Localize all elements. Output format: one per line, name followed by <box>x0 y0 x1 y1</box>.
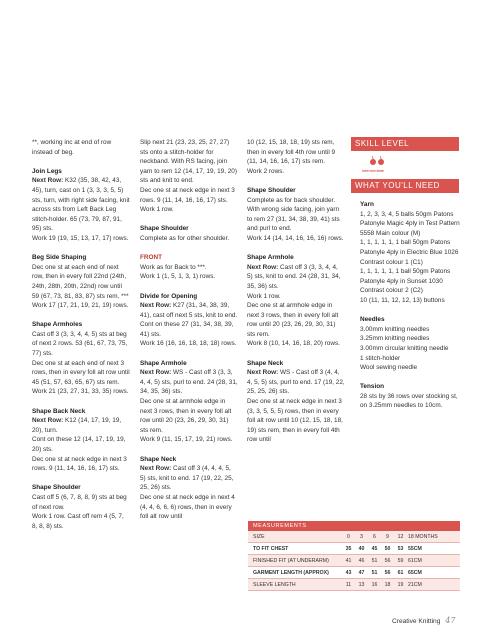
table-cell: 50 <box>381 543 394 555</box>
body-text: Dec one st at neck edge in next 3 (3, 3, 5, 5, 5) rows, then in every foll alt row until 10 (12, 15, 18, 18, 19) sts rem, then in every foll 4th row until <box>247 398 343 444</box>
body-text: Cont on these 12 (14, 17, 19, 19, 20) sts. <box>32 436 126 453</box>
body-text: 28 sts by 36 rows over stocking st, on 3.25mm needles to 10cm. <box>360 392 458 410</box>
section-shape-shoulder <box>32 483 130 531</box>
section-heading: Shape Armhole <box>247 254 294 262</box>
body-text: Work 1 row. Cast off rem 4 (5, 7, 8, 8, 8) sts. <box>32 513 124 530</box>
needles-section <box>360 315 460 373</box>
body-text: Work 2 rows. <box>247 167 285 175</box>
body-text: 10 (11, 11, 12, 12, 13) buttons <box>360 296 445 304</box>
body-text: K32 (35, 38, 42, 43, 45), turn, cast on 1 (3, 3, 3, 5, 5) sts, turn, with right side facing, knit across sts from Left Back Leg stitch-holder. 65 (73, 79, 87, 91, 95) sts. <box>32 177 130 233</box>
section-heading: Shape Shoulder <box>32 484 81 492</box>
tension-section <box>360 382 460 411</box>
measurements-title: MEASUREMENTS <box>248 521 460 531</box>
row-label: Next Row: <box>32 177 64 185</box>
section-heading: Shape Back Neck <box>32 407 86 415</box>
section-heading: Tension <box>360 383 385 391</box>
body-text: Work 1 row. <box>140 206 174 214</box>
body-text: 3.00mm circular knitting needle <box>360 344 449 352</box>
body-text: Cont on these 27 (31, 34, 38, 39, 41) sts. <box>140 321 234 338</box>
section-heading: Join Legs <box>32 167 62 175</box>
section-heading: Yarn <box>360 201 374 208</box>
table-cell: 21CM <box>407 579 460 591</box>
table-cell: 0 <box>342 531 355 543</box>
section-beg-side-shaping <box>32 253 130 311</box>
table-cell: 51 <box>368 555 381 567</box>
row-label: Next Row: <box>140 369 172 377</box>
body-text: 3.00mm knitting needles <box>360 325 430 333</box>
body-text: 1, 1, 1, 1, 1, 1 ball 50gm Patons Patonyle 4ply in Electric Blue 1026 Contrast colour 1 (C1) <box>360 239 459 266</box>
what-you-need-banner: WHAT YOU'LL NEED <box>351 179 459 193</box>
table-cell: 47 <box>355 567 368 579</box>
table-cell: 55CM <box>407 543 460 555</box>
table-cell: TO FIT CHEST <box>248 543 342 555</box>
publication-name: Creative Knitting <box>392 618 441 625</box>
section-shape-armhole <box>140 359 238 445</box>
row-label: Next Row: <box>140 465 172 473</box>
section-heading: Divide for Opening <box>140 292 198 300</box>
pattern-column-1 <box>32 138 130 541</box>
section-heading: Shape Armholes <box>32 321 83 329</box>
body-text: 1 stitch-holder <box>360 354 401 362</box>
body-text: Dec one st at each end of next row, then in every foll 22nd (24th, 24th, 28th, 20th, 22nd) row until 59 (67, 73, 81, 83, 87) sts rem. *** <box>32 263 129 300</box>
section-shape-armhole <box>247 253 345 349</box>
table-cell: 18 MONTHS <box>407 531 460 543</box>
table-cell: 11 <box>342 579 355 591</box>
table-cell: SLEEVE LENGTH <box>248 579 342 591</box>
section-heading: Beg Side Shaping <box>32 254 87 262</box>
table-cell: 13 <box>355 579 368 591</box>
table-cell: GARMENT LENGTH (APPROX) <box>248 567 342 579</box>
body-text: Work 17 (17, 21, 19, 21, 19) rows. <box>32 302 129 310</box>
body-text: Work 9 (11, 15, 17, 19, 21) rows. <box>140 436 233 444</box>
body-text: Work 21 (23, 27, 31, 33, 35) rows. <box>32 388 129 396</box>
section-shape-shoulder <box>140 224 238 243</box>
table-cell: 3 <box>355 531 368 543</box>
section-heading: Shape Neck <box>140 455 177 463</box>
body-text: K27 (31, 34, 38, 39, 41), cast off next 5 sts, knit to end. <box>140 302 238 319</box>
table-cell: SIZE <box>248 531 342 543</box>
table-cell: 18 <box>381 579 394 591</box>
body-text: Dec one st at neck edge in next 3 rows. 9 (11, 14, 16, 16, 17) sts. <box>140 186 235 204</box>
body-text: Cast off 3 (3, 3, 4, 4, 5) sts at beg of next 2 rows. 53 (61, 67, 73, 75, 77) sts. <box>32 330 128 358</box>
body-text: With wrong side facing, join yarn to rem 27 (31, 34, 38, 39, 41) sts and purl to end. <box>247 206 340 233</box>
table-cell: 51 <box>368 567 381 579</box>
table-header-row <box>248 531 460 543</box>
section-join-legs <box>32 167 130 244</box>
body-text: Dec one st at armhole edge in next 3 rows, then in every foll alt row until 20 (23, 26, 29, 30, 31) sts rem. <box>140 398 232 434</box>
body-text: **, working inc at end of row instead of beg. <box>32 139 112 156</box>
table-cell: 35 <box>342 543 355 555</box>
body-text: Work as for Back to ***. <box>140 263 207 271</box>
body-text: 1, 1, 1, 1, 1, 1 ball 50gm Patons Patonyle 4ply in Sunset 1030 Contrast colour 2 (C2) <box>360 268 451 295</box>
table-row <box>248 555 460 567</box>
table-cell: 61CM <box>407 555 460 567</box>
table-row <box>248 567 460 579</box>
section-divide-for-opening <box>140 292 238 350</box>
body-text: Wool sewing needle <box>360 364 418 372</box>
section-shape-shoulder <box>247 186 345 244</box>
measurements-table <box>248 521 460 591</box>
body-paragraph <box>140 138 238 215</box>
pattern-column-3 <box>247 138 345 455</box>
table-cell: 40 <box>355 543 368 555</box>
section-shape-neck <box>140 455 238 522</box>
table-row <box>248 579 460 591</box>
table-cell: 56 <box>381 555 394 567</box>
body-text: WS - Cast off 3 (3, 3, 4, 4, 5) sts, purl to end. 24 (28, 31, 34, 35, 36) sts. <box>140 369 238 396</box>
body-text: Complete as for back shoulder. <box>247 196 336 204</box>
table-row <box>248 543 460 555</box>
body-text: 10 (12, 15, 18, 18, 19) sts rem, then in every foll 4th row until 9 (11, 14, 16, 16, 17) sts rem. <box>247 139 336 166</box>
table-cell: 41 <box>342 555 355 567</box>
section-heading: Needles <box>360 316 385 324</box>
body-text: Cast off 5 (6, 7, 8, 8, 9) sts at beg of next row. <box>32 493 127 511</box>
body-text: Cast off 3 (3, 3, 4, 4, 5) sts, knit to end. 24 (28, 31, 34, 35, 36) sts. <box>247 263 341 290</box>
body-text: Dec one st at neck edge in next 4 (4, 4, 6, 6, 6) rows, then in every foll alt row until <box>140 493 235 521</box>
body-text: 1, 2, 3, 3, 4, 5 balls 50gm Patons Patonyle Magic 4ply in Test Pattern 5558 Main colour (M) <box>360 210 460 237</box>
row-label: Next Row: <box>32 417 64 425</box>
page-number: 47 <box>445 616 456 625</box>
body-text: Work 1 (1, 5, 1, 3, 1) rows. <box>140 273 216 281</box>
body-text: Dec one st at each end of next 3 rows, then in every foll alt row until 45 (51, 57, 63, 65, 67) sts rem. <box>32 359 130 386</box>
body-text: Slip next 21 (23, 23, 25, 27, 27) sts onto a stitch-holder for neckband. With RS facing, join yarn to rem 12 (14, 17, 19, 19, 20) sts and knit to end. <box>140 139 237 185</box>
materials-column <box>360 200 460 421</box>
body-text: Complete as for other shoulder. <box>140 234 230 242</box>
body-text: K12 (14, 17, 19, 19, 20), turn. <box>32 417 122 434</box>
body-text: WS - Cast off 3 (4, 4, 4, 5, 5) sts, purl to end. 17 (19, 22, 25, 25, 26) sts. <box>247 369 345 396</box>
section-shape-armholes <box>32 320 130 397</box>
yarn-section <box>360 200 460 306</box>
measurements-grid <box>248 531 460 591</box>
body-text: Work 16 (16, 16, 18, 18, 18) rows. <box>140 340 237 348</box>
body-text: Work 1 row. <box>247 292 281 300</box>
section-front <box>140 253 238 282</box>
skill-level-value: intermediate <box>362 168 385 173</box>
section-heading: Shape Armhole <box>140 359 187 367</box>
table-cell: 16 <box>368 579 381 591</box>
section-heading: Shape Neck <box>247 359 284 367</box>
body-paragraph <box>247 138 345 176</box>
row-label: Next Row: <box>247 263 279 271</box>
table-cell: 19 <box>394 579 407 591</box>
page-footer <box>392 616 455 625</box>
table-cell: 46 <box>355 555 368 567</box>
table-cell: 61 <box>394 567 407 579</box>
section-heading-front: FRONT <box>140 254 163 262</box>
table-cell: 56 <box>381 567 394 579</box>
table-cell: 12 <box>394 531 407 543</box>
table-cell: 59 <box>394 555 407 567</box>
skill-level-banner: SKILL LEVEL <box>351 137 459 151</box>
body-text: Dec one st at neck edge in next 3 rows. 9 (11, 14, 16, 16, 17) sts. <box>32 455 127 473</box>
body-text: Cast off 3 (4, 4, 4, 5, 5) sts, knit to end. 17 (19, 22, 25, 25, 26) sts. <box>140 465 234 492</box>
table-cell: 6 <box>368 531 381 543</box>
section-heading: Shape Shoulder <box>247 186 296 194</box>
yarn-balls-icon <box>368 154 388 166</box>
row-label: Next Row: <box>140 302 172 310</box>
section-shape-back-neck <box>32 407 130 474</box>
section-heading: Shape Shoulder <box>140 225 189 233</box>
table-cell: 9 <box>381 531 394 543</box>
body-text: Dec one st at armhole edge in next 3 rows, then in every foll alt row until 20 (23, 26, 29, 30, 31) sts rem. <box>247 302 339 338</box>
table-cell: FINISHED FIT (AT UNDERARM) <box>248 555 342 567</box>
body-text: Work 8 (10, 14, 16, 18, 20) rows. <box>247 340 340 348</box>
body-text: 3.25mm knitting needles <box>360 335 430 343</box>
table-cell: 65CM <box>407 567 460 579</box>
body-text: Work 19 (19, 15, 13, 17, 17) rows. <box>32 234 129 242</box>
row-label: Next Row: <box>247 369 279 377</box>
pattern-column-2 <box>140 138 238 531</box>
table-cell: 45 <box>368 543 381 555</box>
table-cell: 53 <box>394 543 407 555</box>
body-text: Work 14 (14, 14, 16, 16, 16) rows. <box>247 234 344 242</box>
section-shape-neck <box>247 359 345 445</box>
table-cell: 43 <box>342 567 355 579</box>
